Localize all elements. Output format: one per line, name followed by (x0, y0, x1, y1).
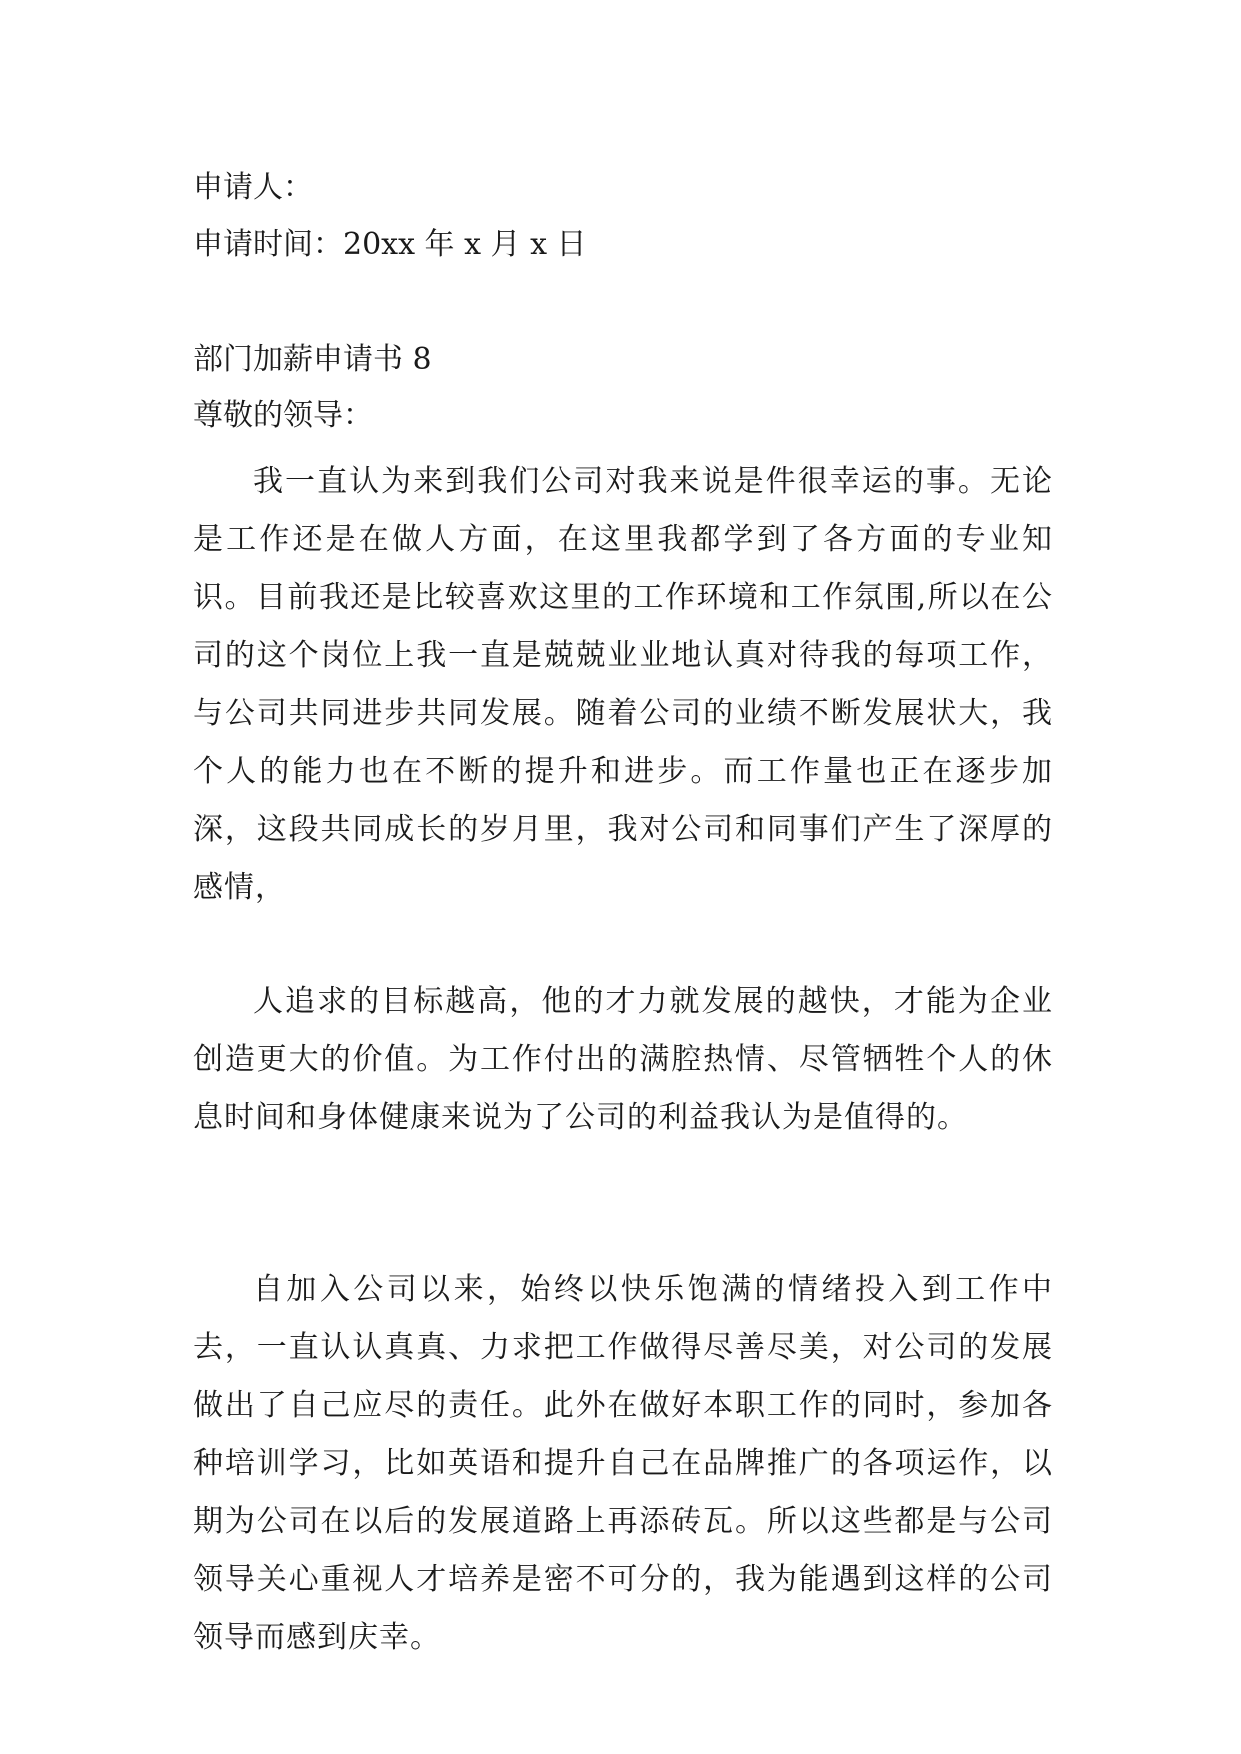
body-paragraph-1: 我一直认为来到我们公司对我来说是件很幸运的事。无论是工作还是在做人方面，在这里我都学到了各方面的专业知识。目前我还是比较喜欢这里的工作环境和工作氛围,所以在公司的这个岗位上我一直是兢兢业业地认真对待我的每项工作，与公司共同进步共同发展。随着公司的业绩不断发展状大，我个人的能力也在不断的提升和进步。而工作量也正在逐步加深，这段共同成长的岁月里，我对公司和同事们产生了深厚的感情， (193, 464, 1053, 905)
apply-time: 申请时间：20xx 年 x 月 x 日 (193, 227, 587, 262)
body-paragraph-2: 人追求的目标越高，他的才力就发展的越快，才能为企业创造更大的价值。为工作付出的满腔热情、尽管牺牲个人的休息时间和身体健康来说为了公司的利益我认为是值得的。 (193, 984, 1053, 1135)
applicant-label: 申请人： (193, 170, 313, 205)
body-paragraph-3: 自加入公司以来，始终以快乐饱满的情绪投入到工作中去，一直认认真真、力求把工作做得尽善尽美，对公司的发展做出了自己应尽的责任。此外在做好本职工作的同时，参加各种培训学习，比如英语和提升自己在品牌推广的各项运作，以期为公司在以后的发展道路上再添砖瓦。所以这些都是与公司领导关心重视人才培养是密不可分的，我为能遇到这样的公司领导而感到庆幸。 (193, 1272, 1053, 1655)
salutation: 尊敬的领导： (193, 398, 373, 433)
section-title: 部门加薪申请书 8 (193, 342, 432, 377)
